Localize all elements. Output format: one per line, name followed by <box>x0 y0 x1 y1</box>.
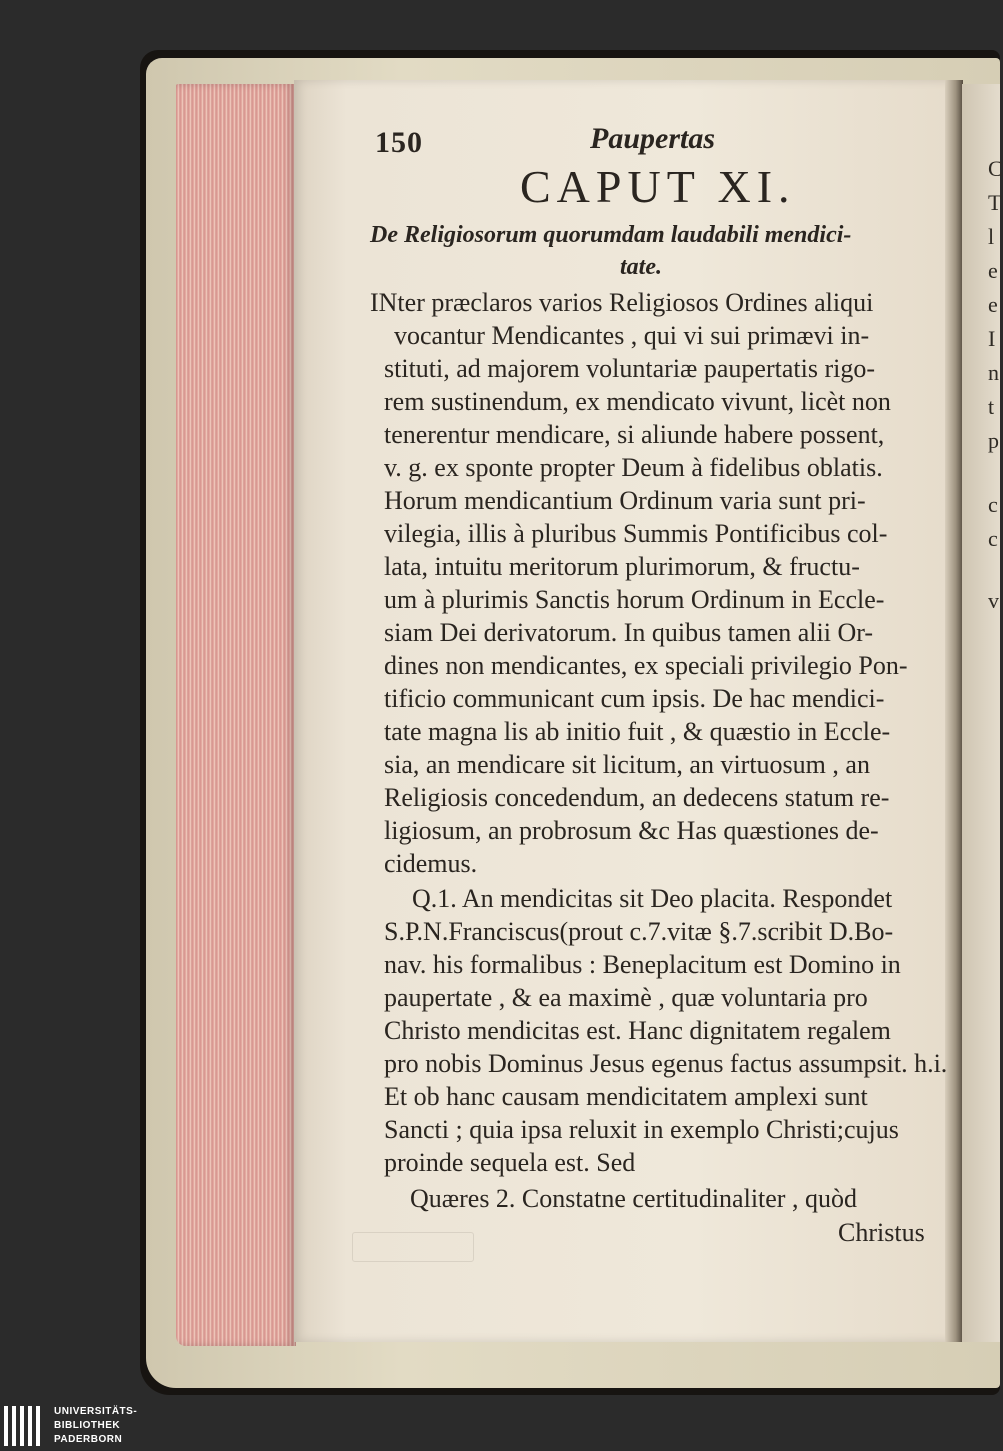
text-line: lata, intuitu meritorum plurimorum, & fructu- <box>384 552 860 581</box>
text-line: vilegia, illis à pluribus Summis Pontificibus col- <box>384 519 888 548</box>
text-line: v. g. ex sponte propter Deum à fidelibus oblatis. <box>384 453 883 482</box>
facing-letter: e <box>988 292 998 317</box>
library-logo-mark <box>4 1406 44 1446</box>
faint-stamp <box>352 1232 474 1262</box>
text-line: tate magna lis ab initio fuit , & quæstio in Eccle- <box>384 717 891 746</box>
text-line: Sancti ; quia ipsa reluxit in exemplo Christi;cujus <box>384 1115 899 1144</box>
library-logo-line: UNIVERSITÄTS- <box>54 1406 138 1417</box>
text-line: Christo mendicitas est. Hanc dignitatem regalem <box>384 1016 891 1045</box>
text-line: tificio communicant cum ipsis. De hac mendici- <box>384 684 885 713</box>
text-line: paupertate , & ea maximè , quæ voluntaria pro <box>384 983 868 1012</box>
facing-letter: n <box>988 360 999 385</box>
text-line: cidemus. <box>384 849 478 878</box>
facing-letter: p <box>988 428 999 453</box>
book-gutter <box>945 80 963 1342</box>
facing-letter: T <box>988 190 1002 215</box>
facing-letter: c <box>988 526 998 551</box>
library-logo <box>0 1400 150 1451</box>
text-line: tenerentur mendicare, si aliunde habere possent, <box>384 420 885 449</box>
text-line: pro nobis Dominus Jesus egenus factus assumpsit. h.i. <box>384 1049 948 1078</box>
text-line: Horum mendicantium Ordinum varia sunt pri- <box>384 486 866 515</box>
chapter-title: CAPUT XI. <box>520 161 796 212</box>
text-line: nav. his formalibus : Beneplacitum est Domino in <box>384 950 901 979</box>
text-line: vocantur Mendicantes , qui vi sui primævi in- <box>394 321 870 350</box>
text-line: ligiosum, an probrosum &c Has quæstiones de- <box>384 816 879 845</box>
facing-letter: e <box>988 258 998 283</box>
facing-letter: t <box>988 394 995 419</box>
running-head: Paupertas <box>590 122 716 155</box>
text-line: INter præclaros varios Religiosos Ordines aliqui <box>370 288 874 317</box>
text-line: sia, an mendicare sit licitum, an virtuosum , an <box>384 750 870 779</box>
facing-letter: I <box>988 326 996 351</box>
facing-letter: c <box>988 492 998 517</box>
text-line: dines non mendicantes, ex speciali privilegio Pon- <box>384 651 908 680</box>
text-line: stituti, ad majorem voluntariæ paupertatis rigo- <box>384 354 876 383</box>
facing-letter: v <box>988 588 999 613</box>
library-logo-line: BIBLIOTHEK <box>54 1420 121 1431</box>
chapter-subtitle-line: De Religiosorum quorumdam laudabili mendici- <box>370 222 852 248</box>
chapter-subtitle-line: tate. <box>620 254 662 280</box>
text-line: um à plurimis Sanctis horum Ordinum in Eccle- <box>384 585 885 614</box>
facing-letter: l <box>988 224 995 249</box>
page-edges <box>176 84 296 1346</box>
library-logo-line: PADERBORN <box>54 1434 123 1445</box>
question-2-line: Quæres 2. Constatne certitudinaliter , quòd <box>410 1184 857 1213</box>
text-line: Et ob hanc causam mendicitatem amplexi sunt <box>384 1082 868 1111</box>
text-line: siam Dei derivatorum. In quibus tamen alii Or- <box>384 618 874 647</box>
catchword: Christus <box>838 1218 925 1247</box>
page-number: 150 <box>375 126 423 159</box>
text-line: Q.1. An mendicitas sit Deo placita. Respondet <box>412 884 893 913</box>
facing-letter: C <box>988 156 1003 181</box>
text-line: Religiosis concedendum, an dedecens statum re- <box>384 783 890 812</box>
text-line: proinde sequela est. Sed <box>384 1148 636 1177</box>
text-line: S.P.N.Franciscus(prout c.7.vitæ §.7.scribit D.Bo- <box>384 917 894 946</box>
text-line: rem sustinendum, ex mendicato vivunt, licèt non <box>384 387 891 416</box>
